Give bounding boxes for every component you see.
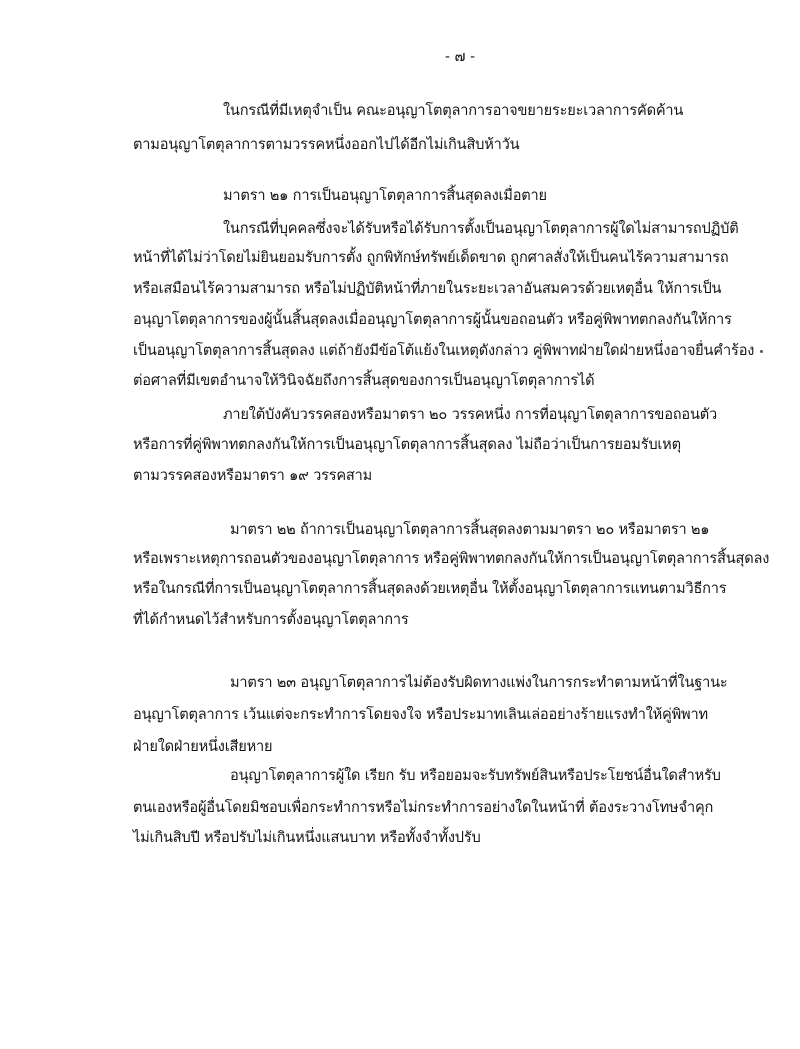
section-23-paragraph-line: อนุญาโตตุลาการผู้ใด เรียก รับ หรือยอมจะรับทรัพย์สินหรือประโยชน์อื่นใดสำหรับ	[230, 767, 721, 784]
section-21-paragraph-line: หรือเสมือนไร้ความสามารถ หรือไม่ปฏิบัติหน้าที่ภายในระยะเวลาอันสมควรด้วยเหตุอื่น ให้การเป็น	[133, 280, 722, 297]
section-23-paragraph-line: อนุญาโตตุลาการ เว้นแต่จะกระทำการโดยจงใจ หรือประมาทเลินเล่ออย่างร้ายแรงทำให้คู่พิพาท	[133, 706, 708, 723]
section-22-paragraph-line: มาตรา ๒๒ ถ้าการเป็นอนุญาโตตุลาการสิ้นสุดลงตามมาตรา ๒๐ หรือมาตรา ๒๑	[230, 521, 710, 538]
section-21-paragraph-line: ภายใต้บังคับวรรคสองหรือมาตรา ๒๐ วรรคหนึ่ง การที่อนุญาโตตุลาการขอถอนตัว	[223, 406, 718, 423]
section-21-paragraph-line: เป็นอนุญาโตตุลาการสิ้นสุดลง แต่ถ้ายังมีข้อโต้แย้งในเหตุดังกล่าว คู่พิพาทฝ่ายใดฝ่ายหนึ่งอาจยื่นคำร้อง	[133, 342, 755, 359]
section-22-paragraph-line: หรือในกรณีที่การเป็นอนุญาโตตุลาการสิ้นสุดลงด้วยเหตุอื่น ให้ตั้งอนุญาโตตุลาการแทนตามวิธีการ	[133, 580, 727, 597]
page-number: - ๗ -	[444, 48, 476, 65]
section-21-paragraph-line: หรือการที่คู่พิพาทตกลงกันให้การเป็นอนุญาโตตุลาการสิ้นสุดลง ไม่ถือว่าเป็นการยอมรับเหตุ	[133, 436, 681, 453]
section-21-heading: มาตรา ๒๑ การเป็นอนุญาโตตุลาการสิ้นสุดลงเมื่อตาย	[223, 187, 547, 204]
section-21-paragraph-line: ต่อศาลที่มีเขตอำนาจให้วินิจฉัยถึงการสิ้นสุดของการเป็นอนุญาโตตุลาการได้	[133, 372, 595, 389]
section-21-paragraph-line: ตามวรรคสองหรือมาตรา ๑๙ วรรคสาม	[133, 467, 373, 484]
section-21-paragraph-line: อนุญาโตตุลาการของผู้นั้นสิ้นสุดลงเมื่ออนุญาโตตุลาการผู้นั้นขอถอนตัว หรือคู่พิพาทตกลงกันให้การ	[133, 311, 732, 328]
section-23-paragraph-line: ฝ่ายใดฝ่ายหนึ่งเสียหาย	[133, 738, 273, 755]
section-20-paragraph-line: ในกรณีที่มีเหตุจำเป็น คณะอนุญาโตตุลาการอาจขยายระยะเวลาการคัดค้าน	[223, 102, 684, 119]
section-23-paragraph-line: ตนเองหรือผู้อื่นโดยมิชอบเพื่อกระทำการหรือไม่กระทำการอย่างใดในหน้าที่ ต้องระวางโทษจำคุก	[133, 799, 714, 816]
section-22-paragraph-line: ที่ได้กำหนดไว้สำหรับการตั้งอนุญาโตตุลาการ	[133, 611, 409, 628]
section-20-paragraph-line: ตามอนุญาโตตุลาการตามวรรคหนึ่งออกไปได้อีกไม่เกินสิบห้าวัน	[133, 136, 520, 153]
section-23-paragraph-line: มาตรา ๒๓ อนุญาโตตุลาการไม่ต้องรับผิดทางแพ่งในการกระทำตามหน้าที่ในฐานะ	[230, 674, 728, 691]
section-22-paragraph-line: หรือเพราะเหตุการถอนตัวของอนุญาโตตุลาการ หรือคู่พิพาทตกลงกันให้การเป็นอนุญาโตตุลาการสิ้นสุดลง	[133, 550, 770, 567]
section-21-paragraph-line: ในกรณีที่บุคคลซึ่งจะได้รับหรือได้รับการตั้งเป็นอนุญาโตตุลาการผู้ใดไม่สามารถปฏิบัติ	[223, 220, 739, 237]
section-21-paragraph-line: หน้าที่ได้ไม่ว่าโดยไม่ยินยอมรับการตั้ง ถูกพิทักษ์ทรัพย์เด็ดขาด ถูกศาลสั่งให้เป็นคนไร้ความสามารถ	[133, 249, 729, 266]
scan-speck	[760, 350, 763, 353]
section-23-paragraph-line: ไม่เกินสิบปี หรือปรับไม่เกินหนึ่งแสนบาท หรือทั้งจำทั้งปรับ	[133, 829, 481, 846]
